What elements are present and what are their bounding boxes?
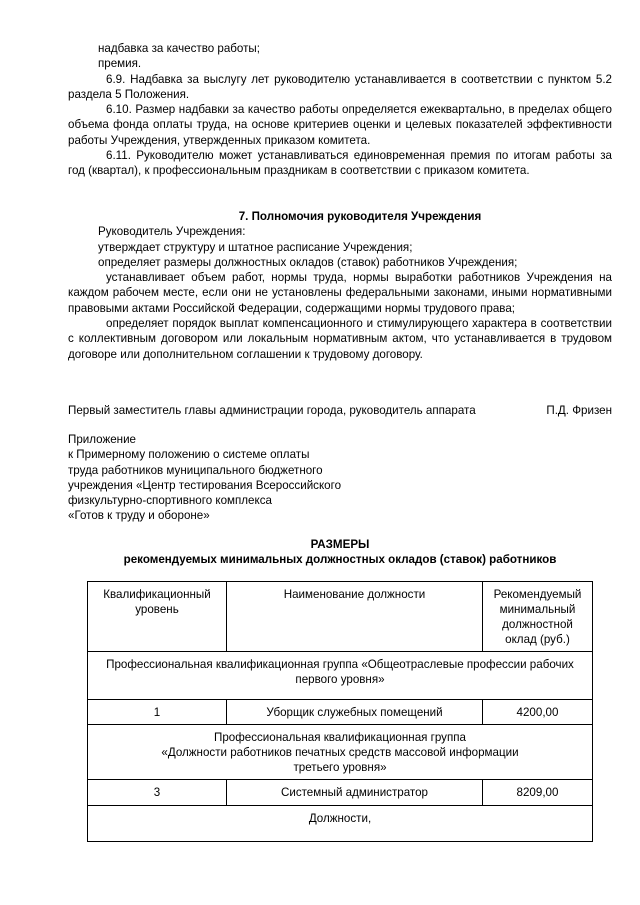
group-2-line-1: Профессиональная квалификационная группа [214, 731, 466, 744]
row-2-salary: 8209,00 [483, 780, 593, 806]
group-2-line-3: третьего уровня» [293, 761, 387, 774]
table-row [88, 780, 593, 806]
appendix-line-1: Приложение [68, 433, 137, 446]
group-1-label: Профессиональная квалификационная группа «Общеотраслевые профессии рабочих первого уровня» [88, 652, 593, 700]
appendix-line-2: к Примерному положению о системе оплаты [68, 448, 310, 462]
section-7-heading: 7. Полномочия руководителя Учреждения [238, 210, 482, 223]
section-6-continuation [68, 41, 612, 179]
header-position: Наименование должности [227, 582, 483, 652]
signature-name: П.Д. Фризен [546, 404, 612, 417]
appendix-line-4: учреждения «Центр тестирования Всероссийского [68, 478, 342, 492]
list-item-quality-bonus: надбавка за качество работы; [98, 42, 260, 55]
row-1-position: Уборщик служебных помещений [227, 700, 483, 725]
row-2-level: 3 [88, 780, 227, 806]
row-1-salary: 4200,00 [483, 700, 593, 725]
table-title [68, 537, 612, 568]
signature-line [68, 403, 612, 418]
row-1-level: 1 [88, 700, 227, 725]
paragraph-6-11: 6.11. Руководителю может устанавливаться единовременная премия по итогам работы за год (квартал), к профессиональным праздникам в соответствии с приказом комитета. [68, 149, 612, 178]
section-7-item-work-volume: устанавливает объем работ, нормы труда, нормы выработки работников Учреждения на каждом рабочем месте, если они не установлены федеральными законами, иными нормативными правовыми актами Российской Федерации, содержащими нормы трудового права; [68, 271, 612, 315]
appendix-line-3: труда работников муниципального бюджетного [68, 463, 323, 477]
salary-table [87, 581, 593, 842]
group-2-line-2: «Должности работников печатных средств массовой информации [161, 746, 519, 759]
appendix-line-5: физкультурно-спортивного комплекса [68, 494, 272, 508]
appendix-note [68, 432, 468, 524]
signature-position: Первый заместитель главы администрации города, руководитель аппарата [68, 404, 476, 417]
appendix-line-6: «Готов к труду и обороне» [68, 509, 210, 523]
section-7-item-structure: утверждает структуру и штатное расписание Учреждения; [98, 240, 413, 254]
row-2-position: Системный администратор [227, 780, 483, 806]
paragraph-6-10: 6.10. Размер надбавки за качество работы определяется ежеквартально, в пределах общего объема фонда оплаты труда, на основе критериев оценки и целевых показателей эффективности работы Учреждения, утвержденных приказом комитета. [68, 103, 612, 147]
table-group-row [88, 806, 593, 842]
header-salary: Рекомендуемый минимальный должностной оклад (руб.) [483, 582, 593, 652]
table-title-line-2: рекомендуемых минимальных должностных окладов (ставок) работников [123, 553, 557, 567]
list-item-premium: премия. [98, 57, 142, 71]
section-7-intro: Руководитель Учреждения: [98, 225, 246, 239]
group-3-label: Должности, [88, 806, 593, 842]
table-group-row [88, 725, 593, 780]
section-7-item-salaries: определяет размеры должностных окладов (ставок) работников Учреждения; [98, 255, 518, 269]
section-7-item-payments: определяет порядок выплат компенсационного и стимулирующего характера в соответствии с коллективным договором или локальным нормативным актом, что устанавливается в трудовом договоре или дополнительном соглашении к трудовому договору. [68, 317, 612, 361]
section-7 [68, 209, 612, 362]
table-title-line-1: РАЗМЕРЫ [310, 538, 370, 551]
table-row [88, 700, 593, 725]
group-2-label [88, 725, 593, 780]
table-header-row [88, 582, 593, 652]
table-group-row [88, 652, 593, 700]
paragraph-6-9: 6.9. Надбавка за выслугу лет руководителю устанавливается в соответствии с пунктом 5.2 раздела 5 Положения. [68, 72, 612, 101]
header-level: Квалификационный уровень [88, 582, 227, 652]
